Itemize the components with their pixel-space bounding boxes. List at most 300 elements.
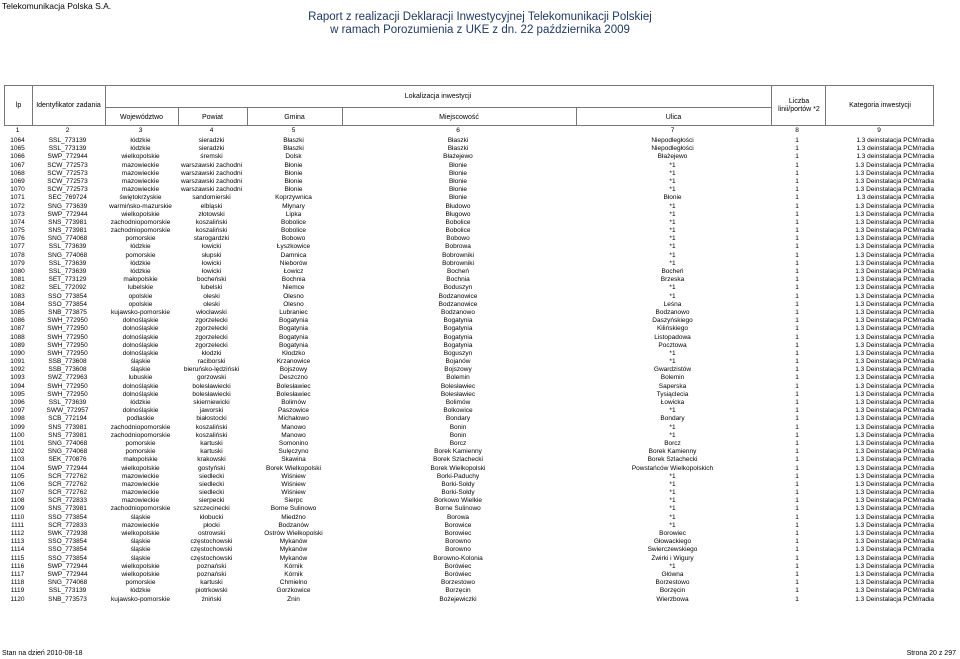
- table-cell: 1: [795, 521, 799, 529]
- table-cell: 1: [795, 382, 799, 390]
- table-row: [4, 301, 934, 309]
- table-cell: Borek Kamienny: [434, 448, 482, 456]
- table-cell: 1: [795, 595, 799, 603]
- table-cell: 1: [795, 251, 799, 259]
- table-cell: Błonie: [284, 161, 303, 169]
- table-cell: piotrkowski: [195, 587, 228, 595]
- table-cell: sierpecki: [198, 497, 225, 505]
- table-cell: 1102: [10, 448, 25, 456]
- table-cell: Lipka: [285, 210, 302, 218]
- table-cell: Świerczewskiego: [647, 546, 698, 554]
- table-cell: SNG_773639: [47, 202, 88, 210]
- table-row: [4, 350, 934, 358]
- table-cell: Błaszki: [283, 145, 304, 153]
- table-cell: Bobowo: [281, 235, 306, 243]
- table-cell: 1116: [10, 562, 25, 570]
- table-cell: SSO_773854: [47, 538, 88, 546]
- table-cell: SET_773129: [48, 276, 87, 284]
- table-cell: częstochowski: [190, 554, 233, 562]
- table-cell: zachodniopomorskie: [110, 227, 171, 235]
- table-cell: Skawina: [281, 456, 306, 464]
- table-cell: 1083: [10, 292, 25, 300]
- table-cell: dolnośląskie: [122, 317, 159, 325]
- table-cell: SCR_772762: [47, 472, 88, 480]
- table-cell: Borówiec: [444, 562, 472, 570]
- table-row: [4, 358, 934, 366]
- table-cell: łódzkie: [130, 137, 151, 144]
- table-cell: 1093: [10, 374, 25, 382]
- table-cell: 1.3 Deinstalacja PCM/radia: [855, 456, 934, 464]
- table-cell: 1: [795, 186, 799, 194]
- header-liczba: Liczba linii/portów *2: [778, 98, 820, 113]
- table-cell: Paszowice: [277, 407, 310, 415]
- table-cell: 1084: [10, 300, 25, 308]
- header-miejscowosc: Miejscowość: [439, 114, 479, 121]
- table-cell: Bogatynia: [279, 325, 308, 333]
- table-cell: Błonie: [448, 194, 468, 202]
- table-row: [4, 587, 934, 595]
- table-cell: Borowno: [445, 546, 471, 554]
- table-cell: 1.3 Deinstalacja PCM/radia: [855, 431, 934, 439]
- col-number: 2: [65, 127, 70, 134]
- col-number: 1: [15, 127, 20, 134]
- table-cell: mazowieckie: [121, 186, 160, 194]
- table-cell: *1: [669, 259, 676, 267]
- table-cell: 1.3 Deinstalacja PCM/radia: [855, 595, 934, 603]
- table-cell: słupski: [201, 251, 222, 259]
- table-cell: Lubraniec: [279, 308, 308, 316]
- table-cell: zgorzelecki: [195, 333, 228, 341]
- table-cell: 1075: [10, 227, 25, 235]
- table-cell: Bojanów: [445, 358, 471, 366]
- table-cell: 1112: [10, 530, 25, 537]
- table-cell: SWK_772938: [47, 530, 88, 537]
- table-cell: 1: [795, 259, 799, 267]
- table-cell: Głowackiego: [653, 538, 692, 546]
- table-row: [4, 383, 934, 391]
- table-cell: wielkopolskie: [121, 464, 160, 472]
- table-cell: mazowieckie: [121, 177, 160, 185]
- table-cell: SWH_772950: [47, 382, 88, 390]
- table-row: [4, 211, 934, 219]
- table-row: [4, 145, 934, 153]
- table-cell: SEL_772092: [48, 284, 87, 292]
- table-cell: Leśna: [663, 300, 682, 308]
- table-cell: dolnośląskie: [122, 407, 159, 415]
- table-cell: 1.3 Deinstalacja PCM/radia: [855, 161, 934, 169]
- table-cell: SCW_772573: [47, 161, 88, 169]
- table-row: [4, 546, 934, 554]
- table-cell: SNG_774068: [47, 235, 88, 243]
- table-cell: kujawsko-pomorskie: [111, 595, 170, 603]
- table-cell: *1: [669, 292, 676, 300]
- table-cell: 1.3 Deinstalacja PCM/radia: [855, 333, 934, 341]
- table-cell: Pocztowa: [658, 341, 687, 349]
- table-cell: łódzkie: [130, 145, 151, 153]
- table-row: [4, 596, 934, 604]
- table-cell: Błonie: [448, 177, 468, 185]
- table-cell: SSL_773139: [48, 587, 87, 595]
- table-cell: zgorzelecki: [195, 325, 228, 333]
- table-cell: wielkopolskie: [121, 570, 160, 578]
- table-cell: Borek Kamienny: [648, 448, 697, 456]
- table-cell: 1: [795, 194, 799, 202]
- table-cell: 1.3 Deinstalacja PCM/radia: [855, 587, 934, 595]
- table-cell: 1: [795, 570, 799, 578]
- table-cell: 1096: [10, 399, 25, 406]
- table-cell: 1: [795, 464, 799, 472]
- table-cell: SSO_773854: [47, 554, 88, 562]
- table-cell: koszaliński: [195, 227, 228, 235]
- table-row: [4, 489, 934, 497]
- table-cell: Bocheń: [661, 268, 684, 275]
- table-cell: Mykanów: [279, 538, 308, 546]
- table-row: [4, 153, 934, 161]
- table-cell: 1: [795, 497, 799, 505]
- table-cell: Bogatynia: [443, 341, 473, 349]
- table-cell: SNB_773875: [48, 308, 87, 316]
- table-cell: 1104: [10, 464, 25, 472]
- table-row: [4, 276, 934, 284]
- table-cell: Bogatynia: [279, 341, 308, 349]
- table-cell: 1: [795, 308, 799, 316]
- table-cell: 1117: [10, 570, 25, 578]
- table-cell: Niepodległości: [651, 145, 694, 153]
- table-cell: częstochowski: [190, 546, 233, 554]
- table-cell: 1064: [10, 137, 25, 144]
- table-cell: Bobrowniki: [442, 259, 474, 267]
- table-cell: 1: [795, 546, 799, 554]
- table-cell: 1109: [10, 505, 25, 513]
- table-cell: *1: [669, 349, 676, 357]
- table-cell: Błaszki: [283, 137, 304, 144]
- table-row: [4, 334, 934, 342]
- table-cell: 1118: [10, 579, 25, 587]
- table-cell: 1.3 Deinstalacja PCM/radia: [855, 513, 934, 521]
- table-cell: 1.3 Deinstalacja PCM/radia: [855, 243, 934, 251]
- table-cell: 1.3 Deinstalacja PCM/radia: [855, 341, 934, 349]
- table-cell: 1: [795, 513, 799, 521]
- table-cell: Bogatynia: [443, 325, 473, 333]
- table-cell: 1079: [10, 259, 25, 267]
- table-cell: Bolimów: [445, 399, 471, 406]
- table-cell: kłodzki: [201, 349, 222, 357]
- table-row: [4, 203, 934, 211]
- table-cell: SSL_773639: [48, 268, 87, 275]
- table-row: [4, 260, 934, 268]
- table-cell: 1097: [10, 407, 25, 415]
- table-cell: 1: [795, 202, 799, 210]
- table-cell: 1099: [10, 423, 25, 431]
- table-cell: łowicki: [201, 268, 222, 275]
- table-row: [4, 432, 934, 440]
- table-cell: 1080: [10, 268, 25, 275]
- table-cell: 1100: [10, 431, 25, 439]
- table-cell: 1: [795, 227, 799, 235]
- table-cell: Somonino: [278, 439, 309, 447]
- table-cell: *1: [669, 169, 676, 177]
- table-cell: 1: [795, 210, 799, 218]
- table-header: [4, 85, 934, 126]
- table-cell: dolnośląskie: [122, 382, 159, 390]
- table-row: [4, 252, 934, 260]
- table-cell: Błażejewo: [657, 153, 688, 161]
- table-cell: 1: [795, 390, 799, 398]
- table-cell: Żnin: [287, 595, 300, 603]
- table-cell: 1.3 Deinstalacja PCM/radia: [855, 349, 934, 357]
- table-cell: Borki-Paduchy: [436, 472, 480, 480]
- table-cell: Bondary: [445, 415, 471, 423]
- table-cell: *1: [669, 513, 676, 521]
- table-cell: Damnica: [280, 251, 307, 259]
- table-cell: dolnośląskie: [122, 333, 159, 341]
- table-row: [4, 219, 934, 227]
- table-cell: SNG_774068: [47, 579, 88, 587]
- table-cell: 1: [795, 448, 799, 456]
- table-row: [4, 456, 934, 464]
- table-cell: 1.3 deinstalacja PCM/radia: [856, 137, 934, 144]
- table-cell: bocheński: [196, 276, 227, 284]
- table-cell: Błażejewo: [443, 153, 473, 161]
- table-cell: *1: [669, 210, 676, 218]
- table-cell: 1.3 deinstalacja PCM/radia: [856, 194, 934, 202]
- table-cell: Ostrów Wielkopolski: [264, 530, 323, 537]
- table-cell: bolesławiecki: [192, 390, 231, 398]
- table-cell: lubelski: [200, 284, 223, 292]
- table-cell: Bochnia: [446, 276, 470, 284]
- table-row: [4, 497, 934, 505]
- table-cell: 1119: [10, 587, 25, 595]
- table-cell: 1.3 Deinstalacja PCM/radia: [855, 210, 934, 218]
- table-cell: koszaliński: [195, 431, 228, 439]
- table-cell: gorzowski: [197, 374, 226, 382]
- table-cell: 1108: [10, 497, 25, 505]
- table-row: [4, 391, 934, 399]
- table-cell: SWP_772944: [47, 570, 88, 578]
- table-cell: łódzkie: [130, 243, 151, 251]
- table-cell: Kórnik: [284, 562, 303, 570]
- table-cell: Borcz: [449, 439, 467, 447]
- table-cell: 1.3 Deinstalacja PCM/radia: [855, 382, 934, 390]
- table-cell: 1: [795, 243, 799, 251]
- table-cell: Olesno: [283, 292, 304, 300]
- table-cell: *1: [669, 161, 676, 169]
- table-cell: jaworski: [199, 407, 224, 415]
- table-cell: Bługowo: [445, 210, 471, 218]
- table-cell: 1.3 Deinstalacja PCM/radia: [855, 570, 934, 578]
- table-cell: Powstańców Wielkopolskich: [631, 464, 714, 472]
- table-cell: SSL_773639: [48, 243, 87, 251]
- table-cell: Saperska: [658, 382, 687, 390]
- table-row: [4, 530, 934, 538]
- table-row: [4, 448, 934, 456]
- table-cell: łódzkie: [130, 268, 151, 275]
- table-cell: 1.3 Deinstalacja PCM/radia: [855, 489, 934, 497]
- table-cell: Niepodległości: [651, 137, 694, 144]
- table-cell: SCW_772573: [47, 177, 88, 185]
- table-cell: Bolesławiec: [440, 390, 476, 398]
- table-cell: ostrowski: [197, 530, 226, 537]
- table-cell: starogardzki: [193, 235, 230, 243]
- table-cell: koszaliński: [195, 218, 228, 226]
- table-cell: 1.3 Deinstalacja PCM/radia: [855, 579, 934, 587]
- table-cell: skierniewicki: [193, 399, 230, 406]
- table-cell: 1.3 Deinstalacja PCM/radia: [855, 407, 934, 415]
- table-cell: Bodzanowice: [438, 292, 478, 300]
- table-cell: Bobowo: [446, 235, 470, 243]
- table-cell: 1.3 Deinstalacja PCM/radia: [855, 177, 934, 185]
- table-cell: 1.3 Deinstalacja PCM/radia: [855, 546, 934, 554]
- table-cell: lubelskie: [127, 284, 154, 292]
- table-cell: 1072: [10, 202, 25, 210]
- table-cell: Błonie: [448, 186, 468, 194]
- table-cell: 1103: [10, 456, 25, 464]
- table-cell: Kórnik: [284, 570, 303, 578]
- table-cell: Bogatynia: [279, 333, 308, 341]
- table-cell: 1082: [10, 284, 25, 292]
- table-cell: Borek Wielkopolski: [430, 464, 486, 472]
- table-cell: szczecinecki: [193, 505, 230, 513]
- table-cell: 1: [795, 153, 799, 161]
- table-row: [4, 481, 934, 489]
- table-cell: 1085: [10, 308, 25, 316]
- table-cell: 1.3 Deinstalacja PCM/radia: [855, 292, 934, 300]
- table-cell: 1081: [10, 276, 25, 284]
- table-cell: 1066: [10, 153, 25, 161]
- table-cell: 1.3 Deinstalacja PCM/radia: [855, 186, 934, 194]
- table-cell: Bolesławiec: [276, 382, 311, 390]
- table-cell: 1068: [10, 169, 25, 177]
- table-cell: kłobucki: [199, 513, 224, 521]
- table-cell: Wiśniew: [281, 480, 306, 488]
- table-cell: Gorzkowice: [276, 587, 311, 595]
- table-cell: *1: [669, 235, 676, 243]
- report-title-line-1: Raport z realizacji Deklaracji Inwestycyjnej Telekomunikacji Polskiej: [308, 11, 652, 23]
- table-row: [4, 162, 934, 170]
- table-row: [4, 194, 934, 202]
- table-row: [4, 186, 934, 194]
- table-cell: Młynary: [282, 202, 305, 210]
- table-cell: Bochnia: [281, 276, 306, 284]
- table-cell: zgorzelecki: [195, 341, 228, 349]
- table-cell: Żwirki i Wigury: [651, 554, 694, 562]
- table-cell: SCW_772573: [47, 186, 88, 194]
- table-row: [4, 514, 934, 522]
- table-cell: Bodzanowice: [438, 300, 478, 308]
- table-cell: zachodniopomorskie: [110, 423, 171, 431]
- table-cell: Dolsk: [285, 153, 302, 161]
- header-kategoria: Kategoria inwestycji: [849, 102, 911, 109]
- table-cell: SCW_772573: [47, 169, 88, 177]
- table-cell: SSB_773608: [48, 366, 87, 374]
- table-row: [4, 293, 934, 301]
- table-cell: mazowieckie: [121, 161, 160, 169]
- table-cell: 1: [795, 489, 799, 497]
- table-cell: Borki-Sołdy: [441, 489, 475, 497]
- table-cell: *1: [669, 186, 676, 194]
- table-cell: 1: [795, 579, 799, 587]
- table-cell: SSO_773854: [47, 546, 88, 554]
- table-cell: 1092: [10, 366, 25, 374]
- table-cell: 1089: [10, 341, 25, 349]
- table-cell: *1: [669, 358, 676, 366]
- table-cell: SNS_773981: [48, 423, 87, 431]
- table-cell: Borne Sulinowo: [435, 505, 481, 513]
- table-cell: SNS_773981: [48, 505, 87, 513]
- table-cell: Główna: [661, 570, 684, 578]
- table-cell: Mykanów: [279, 554, 308, 562]
- table-cell: Bodzanowo: [655, 308, 690, 316]
- table-cell: *1: [669, 521, 676, 529]
- table-cell: *1: [669, 218, 676, 226]
- table-cell: Błaszki: [447, 137, 469, 144]
- table-cell: SWH_772950: [47, 333, 88, 341]
- header-gmina: Gmina: [284, 114, 305, 121]
- table-cell: dolnośląskie: [122, 341, 159, 349]
- table-cell: częstochowski: [190, 538, 233, 546]
- table-cell: Bonin: [449, 423, 467, 431]
- table-cell: 1107: [10, 489, 25, 497]
- table-cell: 1: [795, 366, 799, 374]
- table-cell: mazowieckie: [121, 480, 160, 488]
- table-row: [4, 309, 934, 317]
- table-cell: Borki-Sołdy: [441, 480, 475, 488]
- table-cell: Błonie: [284, 177, 303, 185]
- table-cell: żniński: [201, 595, 222, 603]
- table-cell: 1: [795, 341, 799, 349]
- table-cell: płocki: [203, 521, 220, 529]
- table-cell: Olesno: [283, 300, 304, 308]
- table-cell: Nieborów: [279, 259, 308, 267]
- table-cell: 1: [795, 587, 799, 595]
- company-name: Telekomunikacja Polska S.A.: [2, 1, 112, 11]
- table-row: [4, 342, 934, 350]
- table-cell: *1: [669, 472, 676, 480]
- table-cell: 1: [795, 554, 799, 562]
- table-cell: Błudowo: [445, 202, 471, 210]
- table-cell: 1.3 Deinstalacja PCM/radia: [855, 480, 934, 488]
- table-cell: zachodniopomorskie: [110, 431, 171, 439]
- table-cell: SSO_773854: [47, 300, 88, 308]
- table-cell: Borowiec: [444, 530, 472, 537]
- table-cell: *1: [669, 251, 676, 259]
- table-cell: 1106: [10, 480, 25, 488]
- table-row: [4, 137, 934, 145]
- table-cell: dolnośląskie: [122, 390, 159, 398]
- table-cell: zachodniopomorskie: [110, 505, 171, 513]
- table-cell: Mykanów: [279, 546, 308, 554]
- table-cell: 1069: [10, 177, 25, 185]
- table-cell: SNS_773981: [48, 218, 87, 226]
- table-cell: 1114: [10, 546, 25, 554]
- table-cell: SCR_772762: [47, 489, 88, 497]
- table-cell: 1.3 Deinstalacja PCM/radia: [855, 218, 934, 226]
- table-cell: Błaszki: [447, 145, 469, 153]
- table-cell: 1.3 deinstalacja PCM/radia: [856, 145, 934, 153]
- table-cell: 1071: [10, 194, 25, 202]
- table-cell: *1: [669, 431, 676, 439]
- table-cell: Borowno: [445, 538, 471, 546]
- table-cell: 1: [795, 374, 799, 382]
- table-cell: sieradzki: [198, 145, 225, 153]
- table-cell: 1: [795, 317, 799, 325]
- table-row: [4, 415, 934, 423]
- table-cell: 1.3 Deinstalacja PCM/radia: [855, 530, 934, 537]
- table-cell: Bożejewiczki: [439, 595, 477, 603]
- table-cell: 1113: [10, 538, 25, 546]
- table-cell: Sulęczyno: [278, 448, 309, 456]
- table-cell: 1: [795, 472, 799, 480]
